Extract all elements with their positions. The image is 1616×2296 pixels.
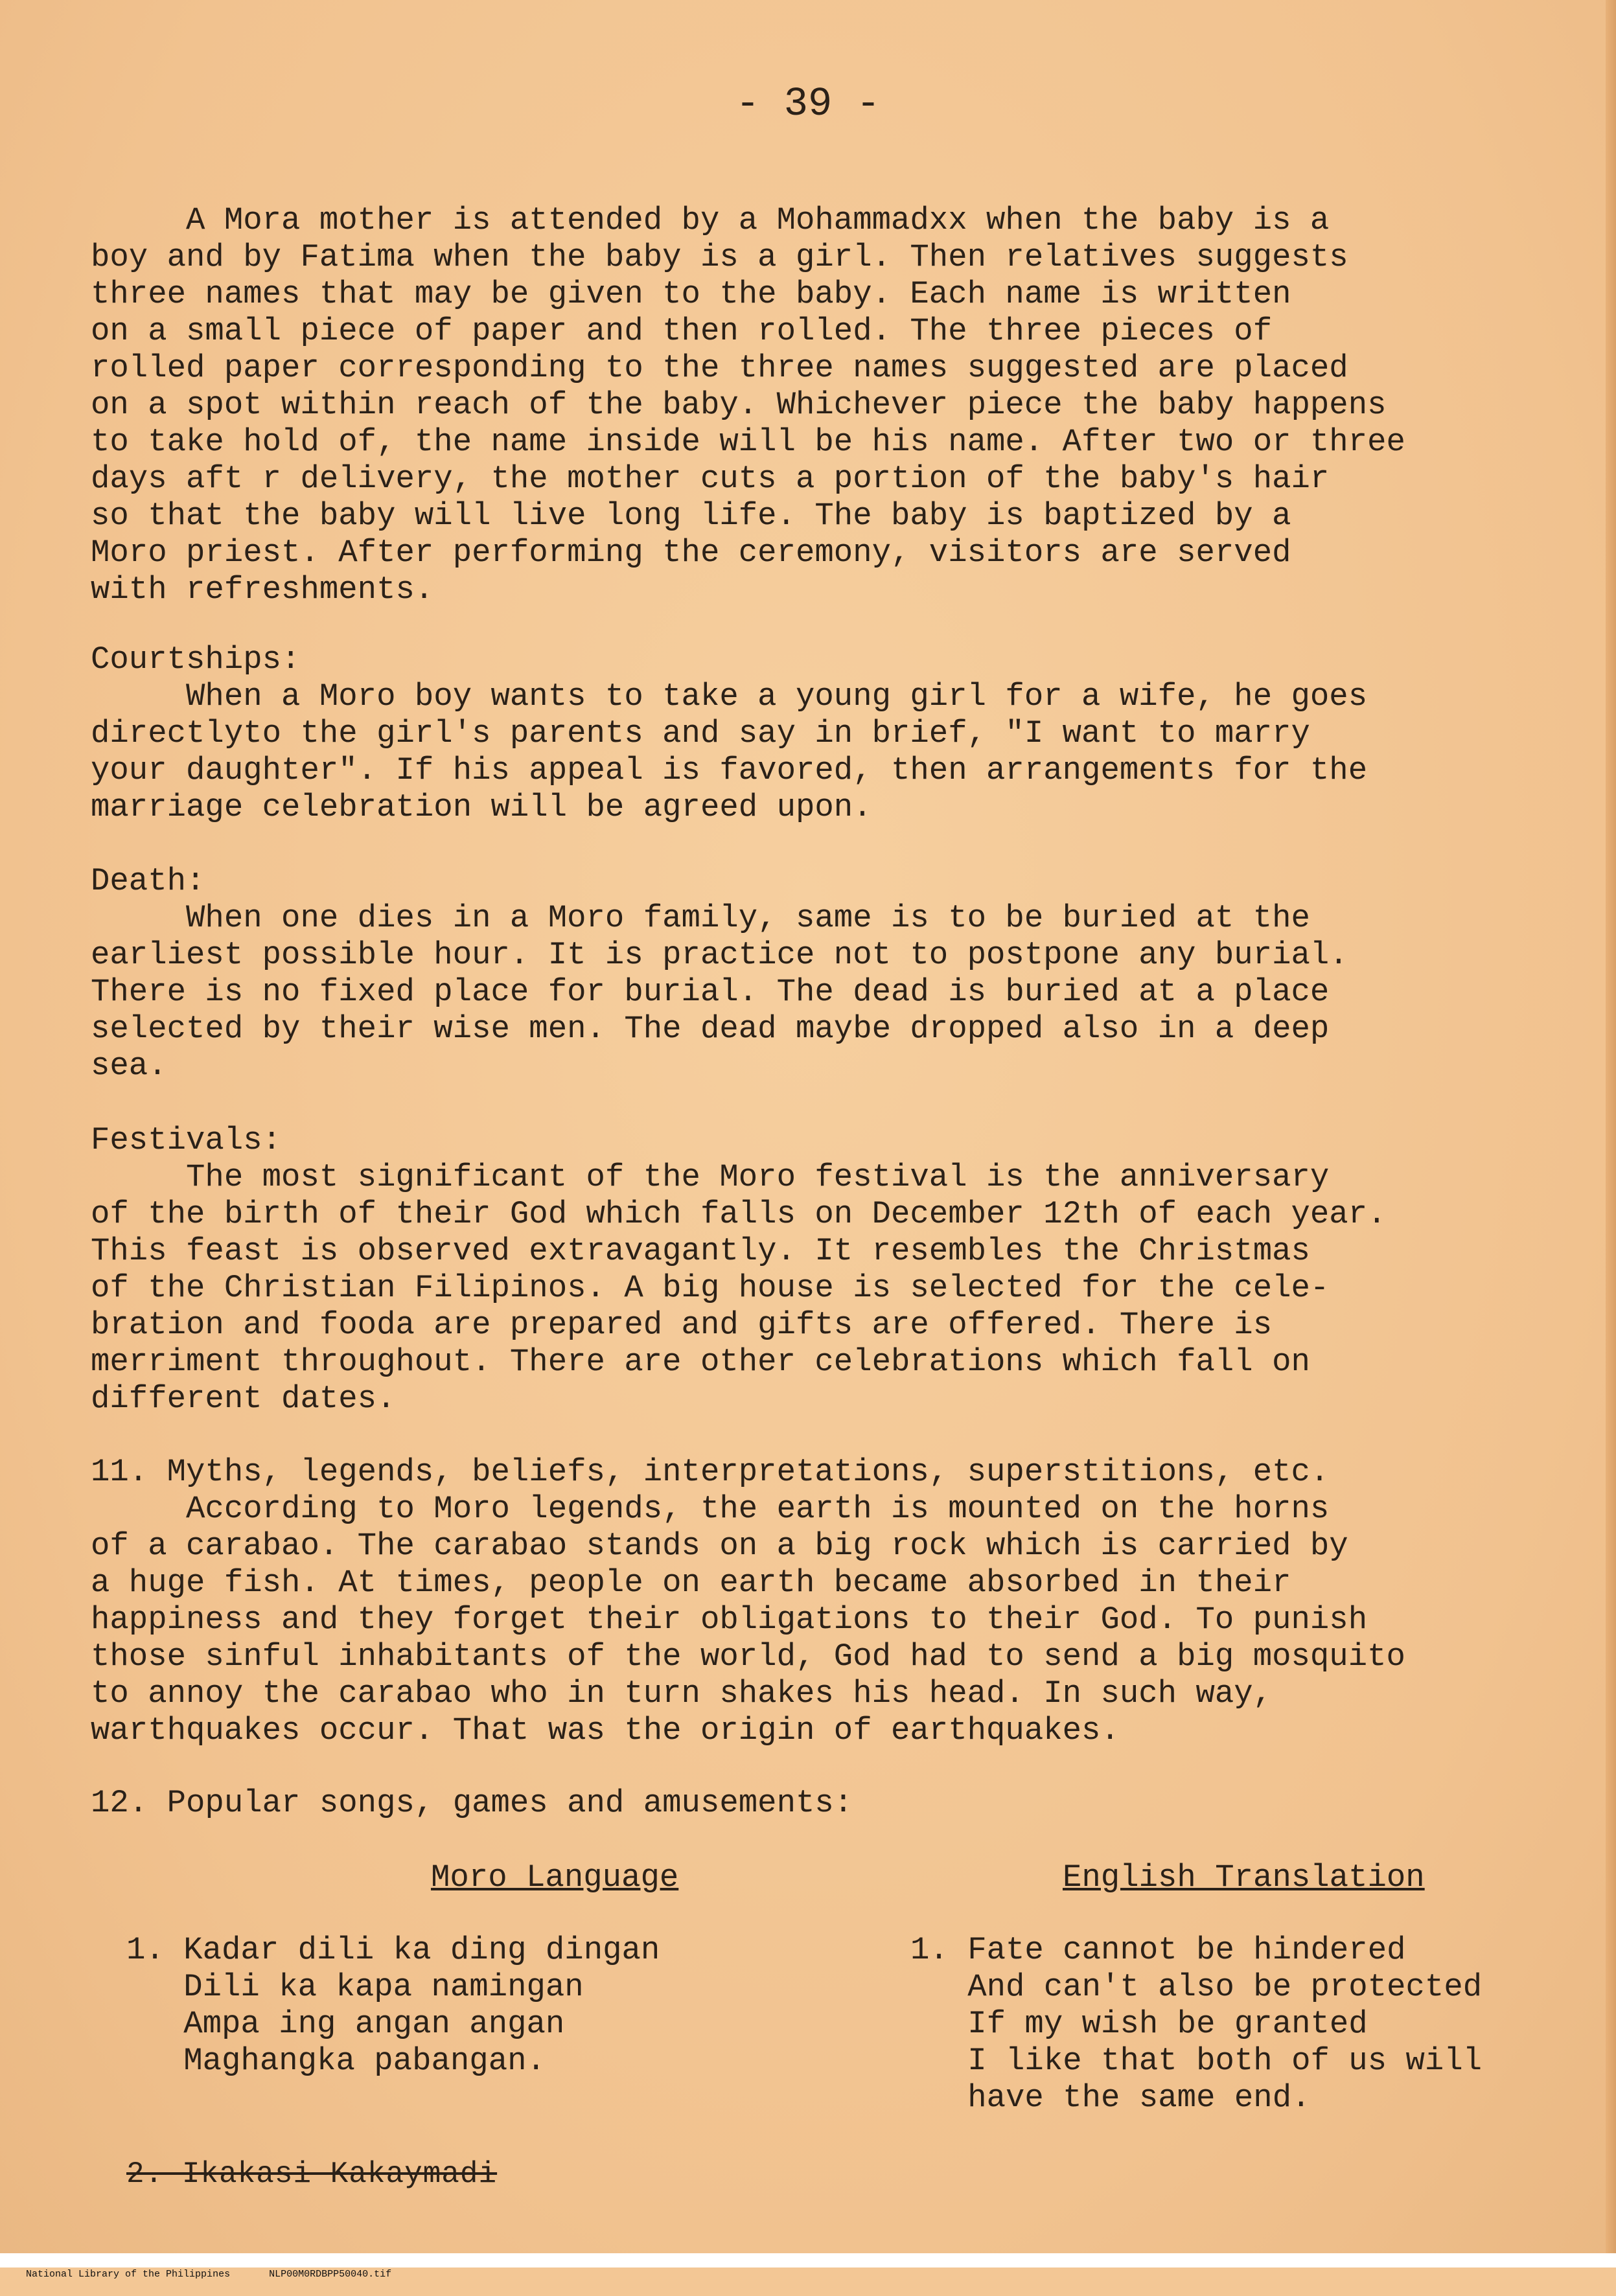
paragraph-death: When one dies in a Moro family, same is to be buried at the earliest possible hour. It is practice not to postpone any burial. There is no fixed place for burial. The dead is buried at a place selected by their wise men. The dead maybe dropped also in a deep sea.: [91, 900, 1348, 1084]
heading-myths: 11. Myths, legends, beliefs, interpretations, superstitions, etc.: [91, 1454, 1330, 1490]
heading-courtships: Courtships:: [91, 641, 301, 678]
english-verse: 1. Fate cannot be hindered And can't also be protected If my wish be granted I like that both of us will have the same end.: [910, 1932, 1483, 2116]
moro-language-title: Moro Language: [431, 1859, 679, 1896]
paragraph-birth: A Mora mother is attended by a Mohammadxx when the baby is a boy and by Fatima when the baby is a girl. Then relatives suggests three names that may be given to the baby. Each name is written on a small piece of paper and then rolled. The three pieces of rolled paper corresponding to the three names suggested are placed on a spot within reach of the baby. Whichever piece the baby happens to take hold of, the name inside will be his name. After two or three days aft r delivery, the mother cuts a portion of the baby's hair so that the baby will live long life. The baby is baptized by a Moro priest. After performing the ceremony, visitors are served with refreshments.: [91, 202, 1405, 608]
scan-footer: [0, 2253, 1616, 2280]
english-translation-title: English Translation: [1063, 1859, 1425, 1896]
paragraph-festivals: The most significant of the Moro festival is the anniversary of the birth of their God which falls on December 12th of each year. This feast is observed extravagantly. It resembles the Christmas of the Christian Filipinos. A big house is selected for the cele- bration and fooda are prepared and gifts are offered. There is merriment throughout. There are other celebrations which fall on different dates.: [91, 1159, 1387, 1417]
paper-edge: [1606, 0, 1616, 2253]
heading-death: Death:: [91, 863, 205, 899]
struck-out-line: 2. Ikakasi Kakaymadi: [126, 2157, 498, 2191]
heading-festivals: Festivals:: [91, 1122, 282, 1158]
page-number: - 39 -: [735, 81, 881, 127]
footer-file: NLP00M0RDBPP50040.tif: [269, 2269, 392, 2280]
moro-verse: 1. Kadar dili ka ding dingan Dili ka kapa namingan Ampa ing angan angan Maghangka pabangan.: [126, 1932, 660, 2079]
heading-songs: 12. Popular songs, games and amusements:: [91, 1785, 853, 1821]
footer-library: National Library of the Philippines: [26, 2269, 231, 2280]
paragraph-courtships: When a Moro boy wants to take a young girl for a wife, he goes directlyto the girl's parents and say in brief, "I want to marry your daughter". If his appeal is favored, then arrangements for the marriage celebration will be agreed upon.: [91, 678, 1368, 825]
paragraph-myths: According to Moro legends, the earth is mounted on the horns of a carabao. The carabao stands on a big rock which is carried by a huge fish. At times, people on earth became absorbed in their happiness and they forget their obligations to their God. To punish those sinful inhabitants of the world, God had to send a big mosquito to annoy the carabao who in turn shakes his head. In such way, warthquakes occur. That was the origin of earthquakes.: [91, 1491, 1405, 1749]
